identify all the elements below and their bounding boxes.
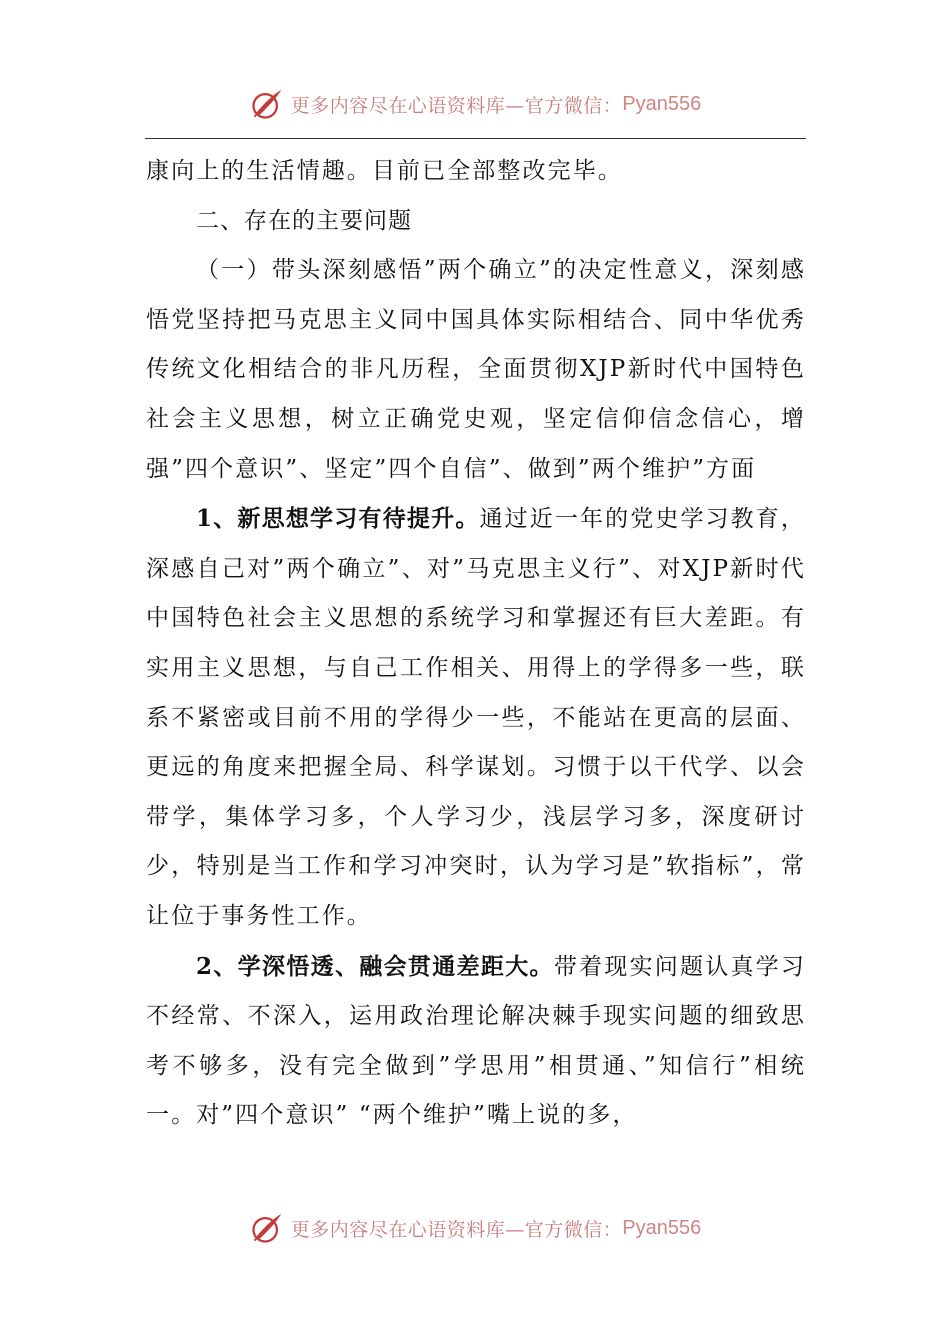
section-heading: 二、存在的主要问题 — [196, 207, 412, 234]
header-rule — [145, 138, 806, 139]
item-1-body: 通过近一年的党史学习教育，深感自己对”两个确立”、对”马克思主义行”、对XJP新时代中国特色社会主义思想的系统学习和掌握还有巨大差距。有实用主义思想，与自己工作相关、用得上的学得多一些，联系不紧密或目前不用的学得少一些，不能站在更高的层面、更远的角度来把握全局、科学谋划。习惯于以干代学、以会带学，集体学习多，个人学习少，浅层学习多，深度研讨少，特别是当工作和学习冲突时，认为学习是”软指标”，常让位于事务性工作。 — [146, 506, 806, 929]
watermark-text: 更多内容尽在心语资料库—官方微信： — [290, 94, 623, 117]
quill-logo-icon — [249, 86, 285, 122]
item-2-lead: 2、学深悟透、融会贯通差距大。 — [196, 952, 554, 980]
watermark-wechat-id: Pyan556 — [622, 1216, 702, 1239]
watermark-text: 更多内容尽在心语资料库—官方微信： — [290, 1218, 623, 1241]
sub-heading-paragraph: （一）带头深刻感悟”两个确立”的决定性意义，深刻感悟党坚持把马克思主义同中国具体实际相结合、同中华优秀传统文化相结合的非凡历程，全面贯彻XJP新时代中国特色社会主义思想，树立正确党史观，坚定信仰信念信心，增强”四个意识”、坚定”四个自信”、做到”两个维护”方面 — [146, 257, 806, 482]
item-1-paragraph — [146, 494, 806, 941]
item-2-paragraph — [146, 942, 806, 1141]
footer-watermark — [0, 1208, 950, 1248]
carry-over-paragraph: 康向上的生活情趣。目前已全部整改完毕。 — [146, 158, 623, 184]
watermark-wechat-id: Pyan556 — [622, 92, 702, 115]
item-2-body: 带着现实问题认真学习不经常、不深入，运用政治理论解决棘手现实问题的细致思考不够多，没有完全做到”学思用”相贯通、”知信行”相统一。对”四个意识” “两个维护”嘴上说的多， — [146, 953, 806, 1129]
header-watermark — [0, 84, 950, 124]
quill-logo-icon — [249, 1210, 285, 1246]
document-body — [146, 147, 806, 1141]
item-1-lead: 1、新思想学习有待提升。 — [196, 505, 480, 533]
